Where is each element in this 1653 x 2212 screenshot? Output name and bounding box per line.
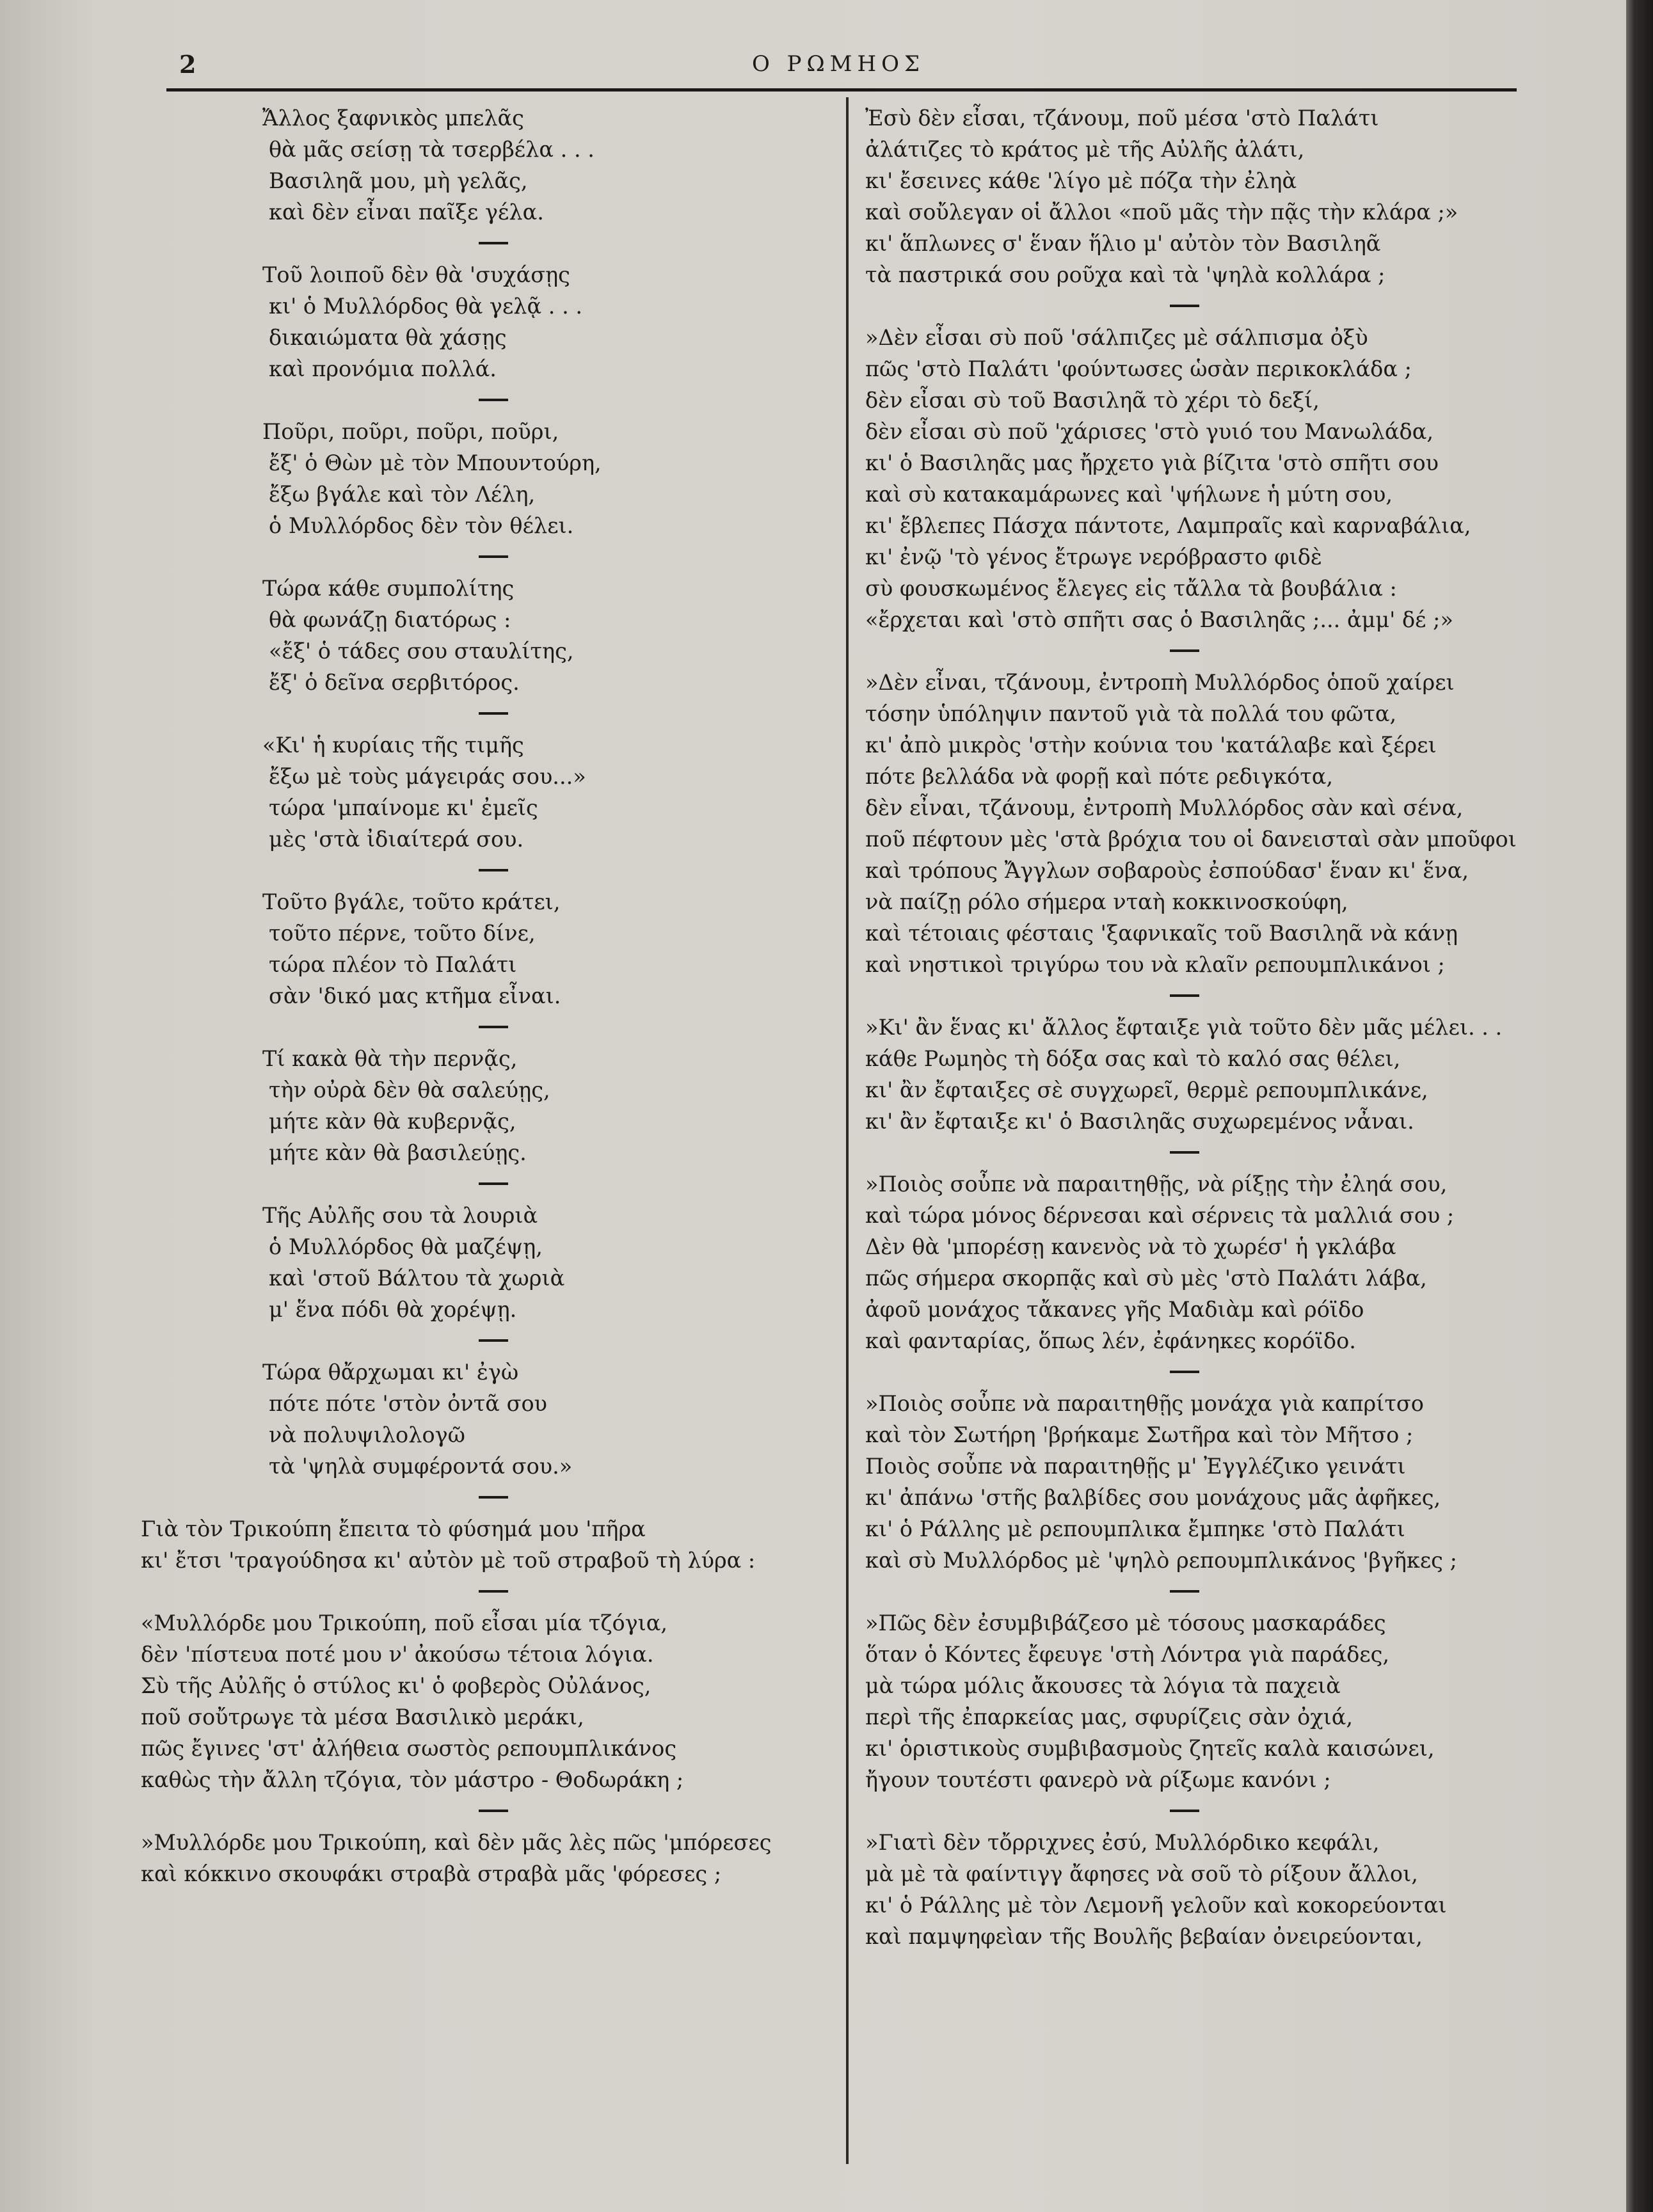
text-line: τὰ παστρικά σου ροῦχα καὶ τὰ 'ψηλὰ κολλάρα ;: [865, 262, 1385, 287]
text-line: ὁ Μυλλόρδος δὲν τὸν θέλει.: [269, 513, 574, 538]
text-line: νὰ παίζῃ ρόλο σήμερα νταὴ κοκκινοσκούφη,: [865, 889, 1348, 914]
stanza-separator: [141, 1325, 838, 1357]
page-number: 2: [179, 50, 196, 79]
text-line: κι' ἐνῷ 'τὸ γένος ἔτρωγε νερόβραστο φιδὲ: [865, 545, 1322, 569]
text-line: τώρα πλέον τὸ Παλάτι: [269, 952, 517, 977]
text-line: ὁ Μυλλόρδος θὰ μαζέψῃ,: [269, 1234, 543, 1259]
text-line: τώρα 'μπαίνομε κι' ἐμεῖς: [269, 795, 538, 820]
stanza-separator: [865, 290, 1505, 322]
text-line: σὺ φουσκωμένος ἔλεγες εἰς τἄλλα τὰ βουβάλια :: [865, 576, 1397, 601]
text-line: κι' ὁ Μυλλόρδος θὰ γελᾷ . . .: [269, 294, 583, 319]
text-line: ἀλάτιζες τὸ κράτος μὲ τῆς Αὐλῆς ἀλάτι,: [865, 137, 1305, 162]
text-line: »Πῶς δὲν ἐσυμβιβάζεσο μὲ τόσους μασκαράδες: [865, 1611, 1386, 1635]
stanza: [141, 102, 838, 228]
text-line: καὶ νηστικοὶ τριγύρω του νὰ κλαῖν ρεπουμπλικάνοι ;: [865, 952, 1445, 977]
page-header: [147, 44, 1529, 88]
text-line: κι' ἔτσι 'τραγούδησα κι' αὐτὸν μὲ τοῦ στραβοῦ τὴ λύρα :: [141, 1548, 756, 1573]
text-line: περὶ τῆς ἐπαρκείας μας, σφυρίζεις σὰν ὀχιά,: [865, 1705, 1354, 1730]
text-line: Τῆς Αὐλῆς σου τὰ λουριὰ: [262, 1203, 538, 1228]
stanza: [865, 1827, 1505, 1952]
text-line: καὶ προνόμια πολλά.: [269, 356, 497, 381]
text-line: δὲν εἶναι, τζάνουμ, ἐντροπὴ Μυλλόρδος σὰν καὶ σένα,: [865, 795, 1464, 820]
stanza: [141, 573, 838, 698]
text-line: Τοῦτο βγάλε, τοῦτο κράτει,: [262, 889, 561, 914]
text-line: Σὺ τῆς Αὐλῆς ὁ στύλος κι' ὁ φοβερὸς Οὐλάνος,: [141, 1673, 651, 1698]
text-line: τοῦτο πέρνε, τοῦτο δίνε,: [269, 921, 536, 946]
stanza: [865, 1607, 1505, 1795]
stanza: [141, 1043, 838, 1168]
text-line: Ποῦρι, ποῦρι, ποῦρι, ποῦρι,: [262, 419, 559, 444]
text-line: πότε πότε 'στὸν ὀντᾶ σου: [269, 1391, 547, 1416]
stanza: [865, 667, 1517, 980]
text-line: »Κι' ἂν ἕνας κι' ἄλλος ἔφταιξε γιὰ τοῦτο δὲν μᾶς μέλει. . .: [865, 1015, 1503, 1040]
stanza-separator: [141, 855, 838, 886]
stanza-separator: [141, 1482, 838, 1513]
text-line: καὶ παμψηφεὶαν τῆς Βουλῆς βεβαίαν ὀνειρεύονται,: [865, 1924, 1423, 1949]
text-line: καθὼς τὴν ἄλλη τζόγια, τὸν μάστρο - Θοδωράκη ;: [141, 1767, 684, 1792]
stanza: [865, 1168, 1505, 1357]
text-line: δὲν εἶσαι σὺ ποῦ 'χάρισες 'στὸ γυιό του Μανωλάδα,: [865, 419, 1433, 444]
text-line: κι' ὁ Βασιληᾶς μας ἤρχετο γιὰ βίζιτα 'στὸ σπῆτι σου: [865, 450, 1439, 475]
text-line: «ἔξ' ὁ τάδες σου σταυλίτης,: [269, 639, 574, 664]
text-line: »Ποιὸς σοὖπε νὰ παραιτηθῇς μονάχα γιὰ καπρίτσο: [865, 1391, 1424, 1416]
text-line: »Δὲν εἶναι, τζάνουμ, ἐντροπὴ Μυλλόρδος ὁποῦ χαίρει: [865, 670, 1455, 695]
text-line: «ἔρχεται καὶ 'στὸ σπῆτι σας ὁ Βασιληᾶς ;... ἀμμ' δέ ;»: [865, 607, 1453, 632]
text-line: κι' ἔσεινες κάθε 'λίγο μὲ πόζα τὴν ἐληὰ: [865, 168, 1297, 193]
text-line: καὶ τέτοιαις φέσταις 'ξαφνικαῖς τοῦ Βασιληᾶ νὰ κάνῃ: [865, 921, 1458, 946]
stanza: [141, 886, 838, 1012]
stanza: [865, 322, 1505, 635]
text-line: μ' ἕνα πόδι θὰ χορέψῃ.: [269, 1297, 517, 1322]
text-line: κι' ἀπάνω 'στῆς βαλβίδες σου μονάχους μᾶς ἀφῆκες,: [865, 1485, 1441, 1510]
stanza-separator: [865, 980, 1505, 1012]
stanza-separator: [141, 385, 838, 416]
text-line: »Γιατὶ δὲν τὄρριχνες ἐσύ, Μυλλόρδικο κεφάλι,: [865, 1830, 1380, 1855]
text-line: ποῦ σοὔτρωγε τὰ μέσα Βασιλικὸ μεράκι,: [141, 1705, 584, 1730]
text-line: καὶ σὺ Μυλλόρδος μὲ 'ψηλὸ ρεπουμπλικάνος 'βγῆκες ;: [865, 1548, 1457, 1573]
text-line: καὶ κόκκινο σκουφάκι στραβὰ στραβὰ μᾶς 'φόρεσες ;: [141, 1861, 722, 1886]
text-line: Γιὰ τὸν Τρικούπη ἔπειτα τὸ φύσημά μου 'πῆρα: [141, 1516, 646, 1541]
text-line: μήτε κὰν θὰ βασιλεύῃς.: [269, 1140, 527, 1165]
text-line: »Δὲν εἶσαι σὺ ποῦ 'σάλπιζες μὲ σάλπισμα ὀξὺ: [865, 325, 1368, 350]
text-line: κι' ἂν ἔφταιξε κι' ὁ Βασιληᾶς συχωρεμένος νἆναι.: [865, 1109, 1414, 1134]
text-line: Τώρα θἄρχωμαι κι' ἐγὼ: [262, 1360, 519, 1385]
text-line: ἔξ' ὁ δεῖνα σερβιτόρος.: [269, 670, 520, 695]
left-column: [141, 102, 838, 1890]
stanza: [865, 1012, 1505, 1137]
text-line: κι' ἂν ἔφταιξες σὲ συγχωρεῖ, θερμὲ ρεπουμπλικάνε,: [865, 1078, 1428, 1102]
text-line: «Κι' ἡ κυρίαις τῆς τιμῆς: [262, 733, 524, 758]
text-line: τὰ 'ψηλὰ συμφέροντά σου.»: [269, 1454, 573, 1479]
text-line: ἀφοῦ μονάχος τἄκανες γῆς Μαδιὰμ καὶ ρόϊδο: [865, 1297, 1364, 1322]
stanza-separator: [141, 1576, 838, 1607]
text-line: Δὲν θὰ 'μπορέσῃ κανενὸς νὰ τὸ χωρέσ' ἡ γκλάβα: [865, 1234, 1396, 1259]
stanza-separator: [141, 228, 838, 259]
text-line: κι' ἅπλωνες σ' ἕναν ἥλιο μ' αὐτὸν τὸν Βασιληᾶ: [865, 231, 1381, 256]
text-line: «Μυλλόρδε μου Τρικούπη, ποῦ εἶσαι μία τζόγια,: [141, 1611, 668, 1635]
text-line: μὲς 'στὰ ἰδιαίτερά σου.: [269, 827, 524, 852]
text-line: πότε βελλάδα νὰ φορῇ καὶ πότε ρεδιγκότα,: [865, 764, 1333, 789]
header-rule: [166, 88, 1517, 92]
text-line: »Μυλλόρδε μου Τρικούπη, καὶ δὲν μᾶς λὲς πῶς 'μπόρεσες: [141, 1830, 772, 1855]
right-column: [865, 102, 1517, 1952]
text-line: ποῦ πέφτουν μὲς 'στὰ βρόχια του οἱ δανεισταὶ σὰν μποῦφοι: [865, 827, 1517, 852]
text-line: καὶ φανταρίας, ὅπως λέν, ἐφάνηκες κορόϊδο.: [865, 1328, 1356, 1353]
stanza: [141, 1827, 838, 1890]
text-line: κι' ἀπὸ μικρὸς 'στὴν κούνια του 'κατάλαβε καὶ ξέρει: [865, 733, 1437, 758]
text-line: νὰ πολυψιλολογῶ: [269, 1422, 465, 1447]
stanza-separator: [141, 541, 838, 573]
text-line: ἔξω μὲ τοὺς μάγειράς σου...»: [269, 764, 586, 789]
text-line: καὶ σὺ κατακαμάρωνες καὶ 'ψήλωνε ἡ μύτη σου,: [865, 482, 1393, 507]
text-line: ἔξ' ὁ Θὼν μὲ τὸν Μπουντούρη,: [269, 450, 602, 475]
text-line: πῶς ἔγινες 'στ' ἀλήθεια σωστὸς ρεπουμπλικάνος: [141, 1736, 677, 1761]
text-line: μὰ μὲ τὰ φαίντιγγ ἄφησες νὰ σοῦ τὸ ρίξουν ἄλλοι,: [865, 1861, 1418, 1886]
stanza: [141, 416, 838, 541]
stanza-separator: [865, 1795, 1505, 1827]
text-line: κι' ὁ Ράλλης μὲ τὸν Λεμονῆ γελοῦν καὶ κοκορεύονται: [865, 1893, 1447, 1918]
text-line: ἤγουν τουτέστι φανερὸ νὰ ρίξωμε κανόνι ;: [865, 1767, 1331, 1792]
text-line: δικαιώματα θὰ χάσῃς: [269, 325, 507, 350]
text-line: τὴν οὐρὰ δὲν θὰ σαλεύῃς,: [269, 1078, 550, 1102]
stanza-separator: [141, 698, 838, 729]
text-line: ὅταν ὁ Κόντες ἔφευγε 'στὴ Λόντρα γιὰ παράδες,: [865, 1642, 1390, 1667]
column-rule: [846, 97, 849, 2164]
text-line: καὶ 'στοῦ Βάλτου τὰ χωριὰ: [269, 1266, 565, 1291]
text-line: καὶ τρόπους Ἄγγλων σοβαροὺς ἐσπούδασ' ἕναν κι' ἕνα,: [865, 858, 1469, 883]
text-line: καὶ τώρα μόνος δέρνεσαι καὶ σέρνεις τὰ μαλλιά σου ;: [865, 1203, 1455, 1228]
stanza: [865, 102, 1505, 290]
stanza-separator: [865, 1137, 1505, 1168]
text-line: θὰ φωνάζῃ διατόρως :: [269, 607, 511, 632]
text-line: Ἄλλος ξαφνικὸς μπελᾶς: [262, 106, 524, 131]
text-line: θὰ μᾶς σείσῃ τὰ τσερβέλα . . .: [269, 137, 595, 162]
stanza-separator: [865, 1357, 1505, 1388]
stanza-separator: [141, 1168, 838, 1200]
text-line: τόσην ὑπόληψιν παντοῦ γιὰ τὰ πολλά του φῶτα,: [865, 701, 1397, 726]
stanza: [141, 729, 838, 855]
stanza-separator: [141, 1012, 838, 1043]
text-line: Τί κακὰ θὰ τὴν περνᾷς,: [262, 1046, 518, 1071]
text-line: Ποιὸς σοὖπε νὰ παραιτηθῇς μ' Ἐγγλέζικο γεινάτι: [865, 1454, 1406, 1479]
stanza: [141, 1513, 838, 1576]
binding-edge: [1626, 0, 1653, 2212]
text-line: Ἐσὺ δὲν εἶσαι, τζάνουμ, ποῦ μέσα 'στὸ Παλάτι: [865, 106, 1379, 131]
stanza: [141, 1357, 838, 1482]
text-line: ἔξω βγάλε καὶ τὸν Λέλη,: [269, 482, 536, 507]
text-line: κι' ἔβλεπες Πάσχα πάντοτε, Λαμπραῖς καὶ καρναβάλια,: [865, 513, 1471, 538]
stanza: [865, 1388, 1505, 1576]
text-line: κι' ὁ Ράλλης μὲ ρεπουμπλικα ἔμπηκε 'στὸ Παλάτι: [865, 1516, 1405, 1541]
text-line: δὲν εἶσαι σὺ τοῦ Βασιληᾶ τὸ χέρι τὸ δεξί,: [865, 388, 1320, 413]
masthead-title: Ο ΡΩΜΗΟΣ: [751, 51, 925, 77]
text-line: Τοῦ λοιποῦ δὲν θὰ 'συχάσῃς: [262, 262, 570, 287]
text-line: καὶ σοὔλεγαν οἱ ἄλλοι «ποῦ μᾶς τὴν πᾷς τὴν κλάρα ;»: [865, 200, 1458, 225]
text-line: σὰν 'δικό μας κτῆμα εἶναι.: [269, 983, 561, 1008]
text-line: δὲν 'πίστευα ποτέ μου ν' ἀκούσω τέτοια λόγια.: [141, 1642, 654, 1667]
text-line: μήτε κὰν θὰ κυβερνᾷς,: [269, 1109, 516, 1134]
text-line: κάθε Ρωμηὸς τὴ δόξα σας καὶ τὸ καλό σας θέλει,: [865, 1046, 1401, 1071]
text-line: Βασιληᾶ μου, μὴ γελᾶς,: [269, 168, 528, 193]
text-line: κι' ὁριστικοὺς συμβιβασμοὺς ζητεῖς καλὰ καισώνει,: [865, 1736, 1435, 1761]
stanza: [141, 259, 838, 385]
text-line: καὶ δὲν εἶναι παῖξε γέλα.: [269, 200, 544, 225]
text-line: πῶς σήμερα σκορπᾷς καὶ σὺ μὲς 'στὸ Παλάτι λάβα,: [865, 1266, 1427, 1291]
stanza-separator: [141, 1795, 838, 1827]
stanza: [141, 1200, 838, 1325]
text-line: μὰ τώρα μόλις ἄκουσες τὰ λόγια τὰ παχειὰ: [865, 1673, 1341, 1698]
stanza-separator: [865, 635, 1505, 667]
stanza-separator: [865, 1576, 1505, 1607]
text-line: Τώρα κάθε συμπολίτης: [262, 576, 515, 601]
text-line: πῶς 'στὸ Παλάτι 'φούντωσες ὡσὰν περικοκλάδα ;: [865, 356, 1412, 381]
text-line: καὶ τὸν Σωτήρη 'βρήκαμε Σωτῆρα καὶ τὸν Μῆτσο ;: [865, 1422, 1414, 1447]
stanza: [141, 1607, 838, 1795]
text-line: »Ποιὸς σοὖπε νὰ παραιτηθῇς, νὰ ρίξῃς τὴν ἐληά σου,: [865, 1172, 1448, 1197]
